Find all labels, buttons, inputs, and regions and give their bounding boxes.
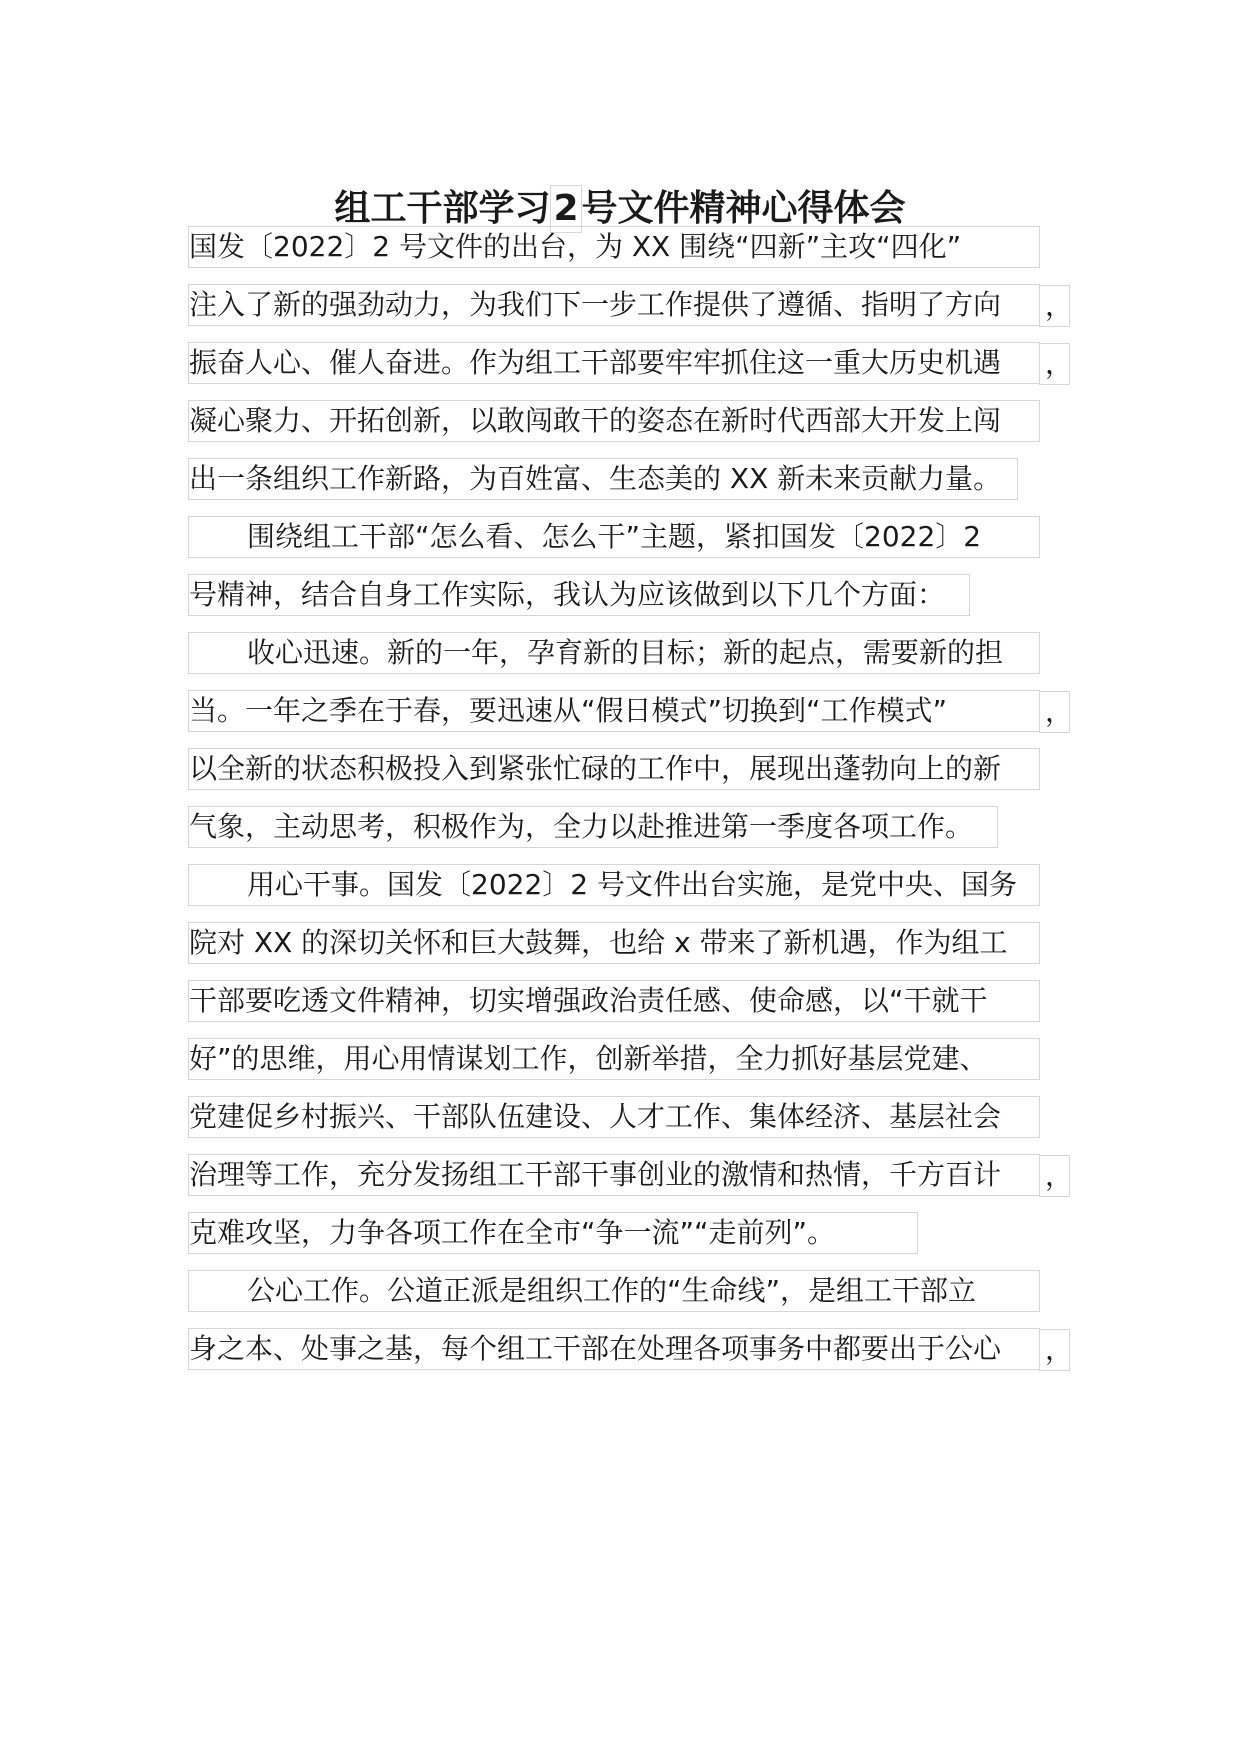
- text-line: [188, 458, 1018, 500]
- text-line: [188, 574, 970, 616]
- title-prefix: 组工干部学习: [334, 188, 551, 229]
- text-line: [188, 1270, 1040, 1312]
- text-line-content: 围绕组工干部“怎么看、怎么干”主题，紧扣国发〔2022〕2: [247, 520, 982, 553]
- text-line-content: 克难攻坚，力争各项工作在全市“争一流”“走前列”。: [189, 1216, 836, 1249]
- text-line: [188, 1328, 1074, 1370]
- text-line: [188, 748, 1040, 790]
- text-line-content: 国发〔2022〕2 号文件的出台，为 XX 围绕“四新”主攻“四化”: [189, 230, 962, 263]
- text-line-content: 身之本、处事之基，每个组工干部在处理各项事务中都要出于公心: [189, 1332, 1002, 1365]
- text-line-content: 气象，主动思考，积极作为，全力以赴推进第一季度各项工作。: [189, 810, 974, 843]
- text-line-content: 凝心聚力、开拓创新，以敢闯敢干的姿态在新时代西部大开发上闯: [189, 404, 1002, 437]
- text-line-content: 院对 XX 的深切关怀和巨大鼓舞，也给 x 带来了新机遇，作为组工: [189, 926, 1008, 959]
- text-line: [188, 864, 1040, 906]
- text-line-content: 用心干事。国发〔2022〕2 号文件出台实施，是党中央、国务: [247, 868, 1017, 901]
- title-suffix: 号文件精神心得体会: [581, 188, 906, 229]
- text-line: [188, 1038, 1040, 1080]
- text-line-content: 注入了新的强劲动力，为我们下一步工作提供了遵循、指明了方向: [189, 288, 1002, 321]
- text-line-content: 党建促乡村振兴、干部队伍建设、人才工作、集体经济、基层社会: [189, 1100, 1002, 1133]
- text-line: [188, 806, 998, 848]
- text-line: [188, 1212, 918, 1254]
- text-line-content: 当。一年之季在于春，要迅速从“假日模式”切换到“工作模式”: [189, 694, 948, 727]
- text-line-tail: ，: [1039, 343, 1070, 385]
- text-line-tail: ，: [1039, 285, 1070, 327]
- text-line-content: 公心工作。公道正派是组织工作的“生命线”，是组工干部立: [247, 1274, 977, 1307]
- text-line-content: 干部要吃透文件精神，切实增强政治责任感、使命感，以“干就干: [189, 984, 988, 1017]
- text-line: [188, 226, 1040, 268]
- text-line: [188, 632, 1040, 674]
- text-line: [188, 1096, 1040, 1138]
- text-line-content: 振奋人心、催人奋进。作为组工干部要牢牢抓住这一重大历史机遇: [189, 346, 1002, 379]
- text-line: [188, 1154, 1074, 1196]
- text-line: [188, 400, 1040, 442]
- text-line-content: 号精神，结合自身工作实际，我认为应该做到以下几个方面：: [189, 578, 946, 611]
- text-line-content: 好”的思维，用心用情谋划工作，创新举措，全力抓好基层党建、: [189, 1042, 988, 1075]
- text-line-content: 以全新的状态积极投入到紧张忙碌的工作中，展现出蓬勃向上的新: [189, 752, 1002, 785]
- text-line: [188, 284, 1074, 326]
- text-line: [188, 342, 1074, 384]
- text-line-content: 出一条组织工作新路，为百姓富、生态美的 XX 新未来贡献力量。: [189, 462, 1002, 495]
- text-line: [188, 922, 1040, 964]
- text-line-tail: ，: [1039, 1329, 1070, 1371]
- text-line: [188, 516, 1040, 558]
- text-line-tail: ，: [1039, 1155, 1070, 1197]
- text-line-tail: ，: [1039, 691, 1070, 733]
- text-line: [188, 690, 1074, 732]
- title-number: 2: [550, 185, 581, 233]
- text-line-content: 收心迅速。新的一年，孕育新的目标；新的起点，需要新的担: [247, 636, 1004, 669]
- text-line: [188, 980, 1040, 1022]
- text-line-content: 治理等工作，充分发扬组工干部干事创业的激情和热情，千方百计: [189, 1158, 1002, 1191]
